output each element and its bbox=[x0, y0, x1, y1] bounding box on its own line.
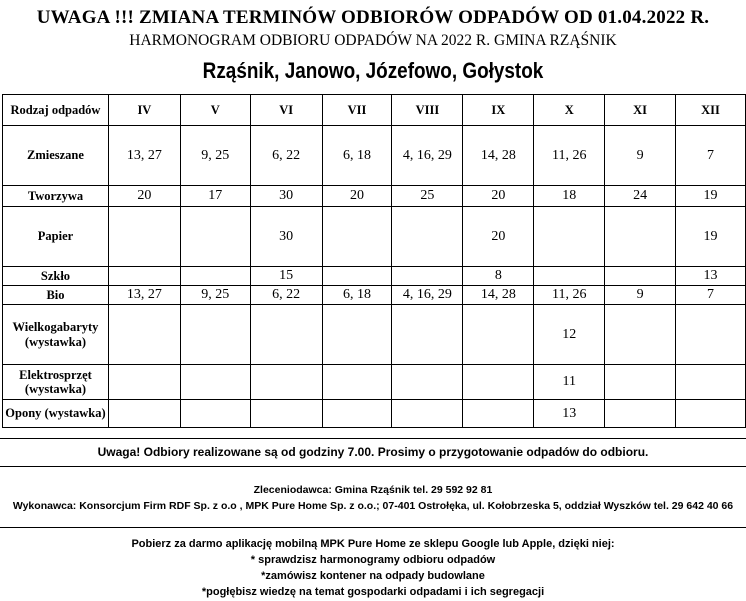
table-cell: 20 bbox=[322, 186, 392, 207]
table-cell: 30 bbox=[250, 186, 322, 207]
waste-type-label: Tworzywa bbox=[3, 186, 109, 207]
table-cell bbox=[180, 207, 250, 267]
table-row bbox=[3, 207, 746, 267]
table-cell bbox=[676, 305, 746, 365]
table-cell bbox=[534, 267, 605, 286]
column-header: Rodzaj odpadów bbox=[3, 95, 109, 126]
app-promo-intro: Pobierz za darmo aplikację mobilną MPK Pure Home ze sklepu Google lub Apple, dzięki niej: bbox=[131, 538, 615, 550]
table-row bbox=[3, 267, 746, 286]
column-header: IV bbox=[108, 95, 180, 126]
table-cell: 6, 18 bbox=[322, 286, 392, 305]
table-cell: 9, 25 bbox=[180, 126, 250, 186]
app-benefit: *pogłębisz wiedzę na temat gospodarki odpadami i ich segregacji bbox=[201, 586, 545, 598]
divider bbox=[0, 438, 746, 439]
column-header: V bbox=[180, 95, 250, 126]
table-cell: 24 bbox=[605, 186, 676, 207]
waste-type-label: Szkło bbox=[3, 267, 109, 286]
table-cell bbox=[180, 365, 250, 400]
contractor-info: Wykonawca: Konsorcjum Firm RDF Sp. z o.o , MPK Pure Home Sp. z o.o.; 07-401 Ostrołęka, ul. Kołobrzeska 5, oddział Wyszków tel. 29 642 40 66 bbox=[12, 500, 734, 512]
table-cell: 30 bbox=[250, 207, 322, 267]
table-cell: 11, 26 bbox=[534, 286, 605, 305]
table-cell bbox=[534, 207, 605, 267]
table-cell: 19 bbox=[676, 207, 746, 267]
table-cell: 13 bbox=[534, 400, 605, 428]
table-cell bbox=[605, 400, 676, 428]
table-row bbox=[3, 186, 746, 207]
table-cell: 25 bbox=[392, 186, 463, 207]
table-cell bbox=[322, 365, 392, 400]
divider bbox=[0, 466, 746, 467]
table-cell bbox=[605, 267, 676, 286]
table-cell: 4, 16, 29 bbox=[392, 286, 463, 305]
schedule-subtitle: HARMONOGRAM ODBIORU ODPADÓW NA 2022 R. GMINA RZĄŚNIK bbox=[129, 32, 617, 49]
table-cell bbox=[392, 305, 463, 365]
table-cell: 20 bbox=[463, 207, 534, 267]
table-cell bbox=[392, 400, 463, 428]
table-cell: 13 bbox=[676, 267, 746, 286]
table-cell: 13, 27 bbox=[108, 286, 180, 305]
table-cell bbox=[676, 365, 746, 400]
table-cell bbox=[676, 400, 746, 428]
table-cell bbox=[108, 267, 180, 286]
table-cell: 15 bbox=[250, 267, 322, 286]
table-cell: 11 bbox=[534, 365, 605, 400]
column-header: XI bbox=[605, 95, 676, 126]
table-cell: 9 bbox=[605, 126, 676, 186]
column-header: XII bbox=[676, 95, 746, 126]
collection-schedule-table bbox=[2, 94, 746, 428]
waste-type-label: Bio bbox=[3, 286, 109, 305]
table-cell bbox=[108, 207, 180, 267]
table-cell: 11, 26 bbox=[534, 126, 605, 186]
table-cell: 20 bbox=[463, 186, 534, 207]
table-cell bbox=[250, 400, 322, 428]
divider bbox=[0, 527, 746, 528]
waste-type-label: Papier bbox=[3, 207, 109, 267]
table-cell: 4, 16, 29 bbox=[392, 126, 463, 186]
table-cell bbox=[392, 267, 463, 286]
table-cell: 9 bbox=[605, 286, 676, 305]
table-cell bbox=[322, 305, 392, 365]
table-row bbox=[3, 286, 746, 305]
table-cell: 19 bbox=[676, 186, 746, 207]
table-cell bbox=[180, 267, 250, 286]
table-cell: 6, 22 bbox=[250, 286, 322, 305]
column-header: X bbox=[534, 95, 605, 126]
table-cell: 7 bbox=[676, 286, 746, 305]
column-header: VIII bbox=[392, 95, 463, 126]
waste-type-label: Zmieszane bbox=[3, 126, 109, 186]
column-header: VII bbox=[322, 95, 392, 126]
table-cell: 17 bbox=[180, 186, 250, 207]
table-cell: 14, 28 bbox=[463, 126, 534, 186]
waste-type-label: Elektrosprzęt (wystawka) bbox=[3, 365, 109, 400]
table-cell bbox=[322, 207, 392, 267]
table-cell bbox=[108, 400, 180, 428]
table-cell bbox=[250, 365, 322, 400]
table-cell bbox=[605, 305, 676, 365]
table-cell: 9, 25 bbox=[180, 286, 250, 305]
table-cell bbox=[605, 207, 676, 267]
table-cell bbox=[108, 365, 180, 400]
table-cell: 6, 22 bbox=[250, 126, 322, 186]
table-cell: 12 bbox=[534, 305, 605, 365]
table-cell bbox=[463, 400, 534, 428]
table-cell bbox=[180, 400, 250, 428]
notice-title: UWAGA !!! ZMIANA TERMINÓW ODBIORÓW ODPADÓW OD 01.04.2022 R. bbox=[36, 7, 710, 28]
table-cell: 6, 18 bbox=[322, 126, 392, 186]
table-header-row bbox=[3, 95, 746, 126]
table-cell: 13, 27 bbox=[108, 126, 180, 186]
table-cell: 14, 28 bbox=[463, 286, 534, 305]
app-promo bbox=[0, 536, 746, 600]
table-cell: 18 bbox=[534, 186, 605, 207]
app-benefit: *zamówisz kontener na odpady budowlane bbox=[261, 570, 485, 582]
table-row bbox=[3, 400, 746, 428]
table-cell bbox=[322, 267, 392, 286]
table-cell bbox=[463, 365, 534, 400]
table-cell bbox=[392, 365, 463, 400]
table-cell bbox=[605, 365, 676, 400]
waste-type-label: Opony (wystawka) bbox=[3, 400, 109, 428]
client-info: Zleceniodawca: Gmina Rząśnik tel. 29 592 92 81 bbox=[253, 484, 493, 496]
table-cell: 7 bbox=[676, 126, 746, 186]
table-cell bbox=[392, 207, 463, 267]
pickup-time-notice: Uwaga! Odbiory realizowane są od godziny 7.00. Prosimy o przygotowanie odpadów do odbioru. bbox=[97, 445, 649, 459]
table-row bbox=[3, 305, 746, 365]
table-cell bbox=[322, 400, 392, 428]
waste-type-label: Wielkogabaryty (wystawka) bbox=[3, 305, 109, 365]
table-cell: 8 bbox=[463, 267, 534, 286]
table-cell bbox=[108, 305, 180, 365]
table-cell bbox=[463, 305, 534, 365]
table-row bbox=[3, 126, 746, 186]
table-cell: 20 bbox=[108, 186, 180, 207]
column-header: VI bbox=[250, 95, 322, 126]
table-row bbox=[3, 365, 746, 400]
table-cell bbox=[250, 305, 322, 365]
column-header: IX bbox=[463, 95, 534, 126]
app-benefit: * sprawdzisz harmonogramy odbioru odpadów bbox=[250, 554, 496, 566]
localities-heading: Rząśnik, Janowo, Józefowo, Gołystok bbox=[202, 58, 544, 83]
table-cell bbox=[180, 305, 250, 365]
